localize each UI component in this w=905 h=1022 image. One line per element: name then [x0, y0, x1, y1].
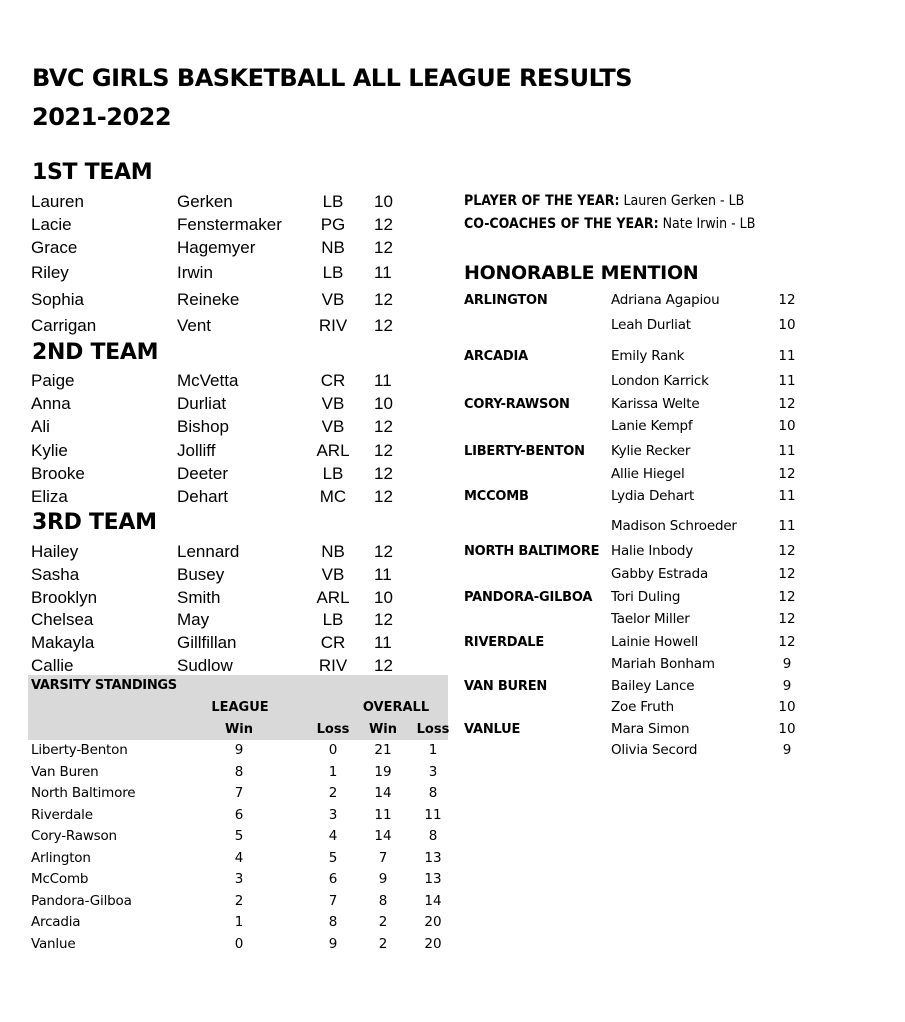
hm-school-label: VAN BUREN	[464, 679, 548, 694]
player-last-name: Fenstermaker	[177, 215, 282, 234]
player-grade: 12	[374, 656, 393, 675]
league-wins: 4	[234, 850, 244, 866]
hm-player-grade: 9	[782, 742, 792, 758]
overall-wins: 19	[374, 764, 392, 780]
honorable-mention-heading: HONORABLE MENTION	[464, 262, 699, 284]
league-wins: 8	[234, 764, 244, 780]
player-first-name: Lauren	[31, 192, 84, 211]
hm-player-grade: 9	[782, 656, 792, 672]
player-first-name: Kylie	[31, 441, 68, 460]
overall-header: OVERALL	[362, 700, 430, 715]
hm-player-grade: 11	[778, 373, 796, 389]
standings-title: VARSITY STANDINGS	[31, 678, 177, 693]
hm-player-grade: 10	[778, 317, 796, 333]
hm-player-row	[0, 656, 905, 674]
standings-team: North Baltimore	[31, 785, 136, 801]
player-last-name: Busey	[177, 565, 225, 584]
league-wins: 0	[234, 936, 244, 952]
page-title: BVC GIRLS BASKETBALL ALL LEAGUE RESULTS	[32, 64, 633, 92]
second-team-heading: 2ND TEAM	[32, 340, 159, 365]
hm-player-grade: 12	[778, 634, 796, 650]
player-grade: 10	[374, 192, 393, 211]
hm-player-row	[0, 589, 905, 607]
hm-player-row	[0, 634, 905, 652]
league-win-header: Win	[224, 722, 254, 737]
player-last-name: Jolliff	[177, 441, 216, 460]
overall-wins: 14	[374, 828, 392, 844]
overall-wins: 14	[374, 785, 392, 801]
league-losses: 9	[328, 936, 338, 952]
player-grade: 12	[374, 290, 393, 309]
player-last-name: Deeter	[177, 464, 229, 483]
hm-player-row	[0, 443, 905, 461]
player-school: RIV	[318, 656, 348, 675]
hm-player-name: Emily Rank	[611, 348, 685, 364]
hm-player-name: Olivia Secord	[611, 742, 698, 758]
hm-player-name: Bailey Lance	[611, 678, 695, 694]
league-header: LEAGUE	[211, 700, 269, 715]
player-grade: 12	[374, 464, 393, 483]
overall-losses: 8	[428, 785, 438, 801]
player-first-name: Brooklyn	[31, 588, 98, 607]
standings-team: Riverdale	[31, 807, 93, 823]
player-grade: 12	[374, 215, 393, 234]
standings-row	[0, 871, 460, 891]
hm-school-label: CORY-RAWSON	[464, 397, 570, 412]
league-wins: 3	[234, 871, 244, 887]
overall-wins: 7	[378, 850, 388, 866]
hm-player-row	[0, 543, 905, 561]
hm-school-label: ARCADIA	[464, 349, 528, 364]
hm-player-grade: 10	[778, 699, 796, 715]
league-wins: 6	[234, 807, 244, 823]
overall-losses: 3	[428, 764, 438, 780]
hm-player-grade: 12	[778, 396, 796, 412]
standings-team: Vanlue	[31, 936, 76, 952]
hm-player-name: Lydia Dehart	[611, 488, 695, 504]
league-losses: 1	[328, 764, 338, 780]
overall-wins: 2	[378, 936, 388, 952]
hm-player-row	[0, 488, 905, 506]
player-first-name: Brooke	[31, 464, 85, 483]
coy-value: Nate Irwin - LB	[662, 216, 756, 232]
player-first-name: Sasha	[31, 565, 80, 584]
player-last-name: Vent	[177, 316, 212, 335]
hm-player-name: Taelor Miller	[611, 611, 690, 627]
player-first-name: Carrigan	[31, 316, 97, 335]
player-school: PG	[320, 215, 346, 234]
league-losses: 2	[328, 785, 338, 801]
player-grade: 11	[374, 565, 392, 584]
league-losses: 4	[328, 828, 338, 844]
player-school: CR	[320, 371, 346, 390]
player-school: ARL	[316, 441, 350, 460]
hm-player-name: Zoe Fruth	[611, 699, 675, 715]
player-first-name: Callie	[31, 656, 74, 675]
player-grade: 12	[374, 441, 393, 460]
player-grade: 12	[374, 487, 393, 506]
overall-wins: 11	[374, 807, 392, 823]
player-last-name: Smith	[177, 588, 221, 607]
hm-player-name: Leah Durliat	[611, 317, 691, 333]
player-school: NB	[321, 238, 345, 257]
hm-player-grade: 12	[778, 543, 796, 559]
player-grade: 12	[374, 610, 393, 629]
standings-team: Arlington	[31, 850, 91, 866]
league-losses: 5	[328, 850, 338, 866]
standings-row	[0, 764, 460, 784]
hm-player-name: Halie Inbody	[611, 543, 694, 559]
hm-player-name: Lainie Howell	[611, 634, 699, 650]
overall-losses: 1	[428, 742, 438, 758]
overall-wins: 8	[378, 893, 388, 909]
first-team-heading: 1ST TEAM	[32, 160, 153, 185]
hm-player-row	[0, 396, 905, 414]
hm-player-row	[0, 611, 905, 629]
hm-player-name: Allie Hiegel	[611, 466, 685, 482]
standings-row	[0, 807, 460, 827]
player-last-name: Hagemyer	[177, 238, 256, 257]
league-losses: 8	[328, 914, 338, 930]
player-first-name: Eliza	[31, 487, 68, 506]
player-last-name: Irwin	[177, 263, 213, 282]
coy-label: CO-COACHES OF THE YEAR:	[464, 216, 659, 232]
hm-player-name: Gabby Estrada	[611, 566, 709, 582]
hm-player-grade: 12	[778, 292, 796, 308]
standings-row	[0, 936, 460, 956]
page-subtitle-season: 2021-2022	[32, 103, 172, 131]
hm-player-name: Mara Simon	[611, 721, 690, 737]
hm-school-label: MCCOMB	[464, 489, 529, 504]
league-wins: 9	[234, 742, 244, 758]
league-losses: 0	[328, 742, 338, 758]
hm-school-label: RIVERDALE	[464, 635, 545, 650]
hm-player-row	[0, 518, 905, 536]
player-first-name: Lacie	[31, 215, 72, 234]
hm-player-name: Karissa Welte	[611, 396, 700, 412]
hm-player-row	[0, 292, 905, 310]
hm-player-name: Lanie Kempf	[611, 418, 693, 434]
hm-player-name: Kylie Recker	[611, 443, 691, 459]
hm-player-row	[0, 566, 905, 584]
player-first-name: Makayla	[31, 633, 95, 652]
hm-school-label: NORTH BALTIMORE	[464, 544, 600, 559]
standings-team: Arcadia	[31, 914, 81, 930]
hm-player-grade: 11	[778, 488, 796, 504]
player-school: VB	[321, 565, 345, 584]
player-school: LB	[322, 263, 344, 282]
overall-loss-header: Loss	[416, 722, 450, 737]
poy-label: PLAYER OF THE YEAR:	[464, 193, 620, 209]
player-grade: 11	[374, 263, 392, 282]
player-school: ARL	[316, 588, 350, 607]
hm-school-label: LIBERTY-BENTON	[464, 444, 585, 459]
overall-losses: 8	[428, 828, 438, 844]
standings-row	[0, 828, 460, 848]
player-first-name: Hailey	[31, 542, 79, 561]
player-grade: 10	[374, 588, 393, 607]
hm-player-row	[0, 348, 905, 366]
player-school: LB	[322, 610, 344, 629]
overall-losses: 20	[424, 936, 442, 952]
player-grade: 10	[374, 394, 393, 413]
standings-row	[0, 914, 460, 934]
player-first-name: Chelsea	[31, 610, 94, 629]
hm-player-row	[0, 373, 905, 391]
player-school: RIV	[318, 316, 348, 335]
player-last-name: Reineke	[177, 290, 240, 309]
standings-team: Van Buren	[31, 764, 99, 780]
overall-losses: 13	[424, 871, 442, 887]
league-wins: 5	[234, 828, 244, 844]
hm-school-label: VANLUE	[464, 722, 521, 737]
hm-player-grade: 12	[778, 589, 796, 605]
player-last-name: Gerken	[177, 192, 233, 211]
league-losses: 6	[328, 871, 338, 887]
overall-losses: 11	[424, 807, 442, 823]
league-loss-header: Loss	[316, 722, 350, 737]
player-first-name: Grace	[31, 238, 78, 257]
overall-win-header: Win	[368, 722, 398, 737]
hm-player-grade: 11	[778, 518, 796, 534]
coaches-of-the-year	[464, 216, 755, 232]
overall-wins: 21	[374, 742, 392, 758]
hm-player-grade: 11	[778, 443, 796, 459]
poy-value: Lauren Gerken - LB	[623, 193, 745, 209]
standings-team: Cory-Rawson	[31, 828, 117, 844]
player-first-name: Ali	[31, 417, 50, 436]
player-last-name: McVetta	[177, 371, 239, 390]
player-last-name: Sudlow	[177, 656, 233, 675]
player-last-name: Bishop	[177, 417, 229, 436]
hm-player-grade: 10	[778, 418, 796, 434]
team-player-row	[0, 192, 450, 212]
hm-school-label: PANDORA-GILBOA	[464, 590, 593, 605]
hm-player-row	[0, 466, 905, 484]
player-grade: 11	[374, 633, 392, 652]
overall-losses: 13	[424, 850, 442, 866]
player-grade: 12	[374, 238, 393, 257]
hm-school-label: ARLINGTON	[464, 293, 548, 308]
hm-player-name: Adriana Agapiou	[611, 292, 720, 308]
player-school: CR	[320, 633, 346, 652]
league-losses: 7	[328, 893, 338, 909]
standings-row	[0, 893, 460, 913]
hm-player-name: London Karrick	[611, 373, 709, 389]
hm-player-name: Mariah Bonham	[611, 656, 715, 672]
standings-row	[0, 785, 460, 805]
team-player-row	[0, 263, 450, 283]
team-player-row	[0, 215, 450, 235]
player-grade: 12	[374, 316, 393, 335]
player-grade: 12	[374, 542, 393, 561]
hm-player-grade: 9	[782, 678, 792, 694]
player-last-name: Dehart	[177, 487, 229, 506]
player-first-name: Riley	[31, 263, 69, 282]
player-first-name: Paige	[31, 371, 75, 390]
player-school: LB	[322, 192, 344, 211]
league-wins: 2	[234, 893, 244, 909]
hm-player-row	[0, 317, 905, 335]
team-player-row	[0, 238, 450, 258]
hm-player-grade: 12	[778, 611, 796, 627]
player-of-the-year	[464, 193, 744, 209]
player-last-name: Gillfillan	[177, 633, 237, 652]
hm-player-grade: 12	[778, 566, 796, 582]
standings-team: Liberty-Benton	[31, 742, 128, 758]
league-losses: 3	[328, 807, 338, 823]
standings-row	[0, 742, 460, 762]
player-grade: 12	[374, 417, 393, 436]
player-first-name: Sophia	[31, 290, 84, 309]
player-school: MC	[319, 487, 347, 506]
player-school: VB	[321, 394, 345, 413]
hm-player-name: Madison Schroeder	[611, 518, 737, 534]
player-school: NB	[321, 542, 345, 561]
league-wins: 7	[234, 785, 244, 801]
player-school: VB	[321, 417, 345, 436]
player-grade: 11	[374, 371, 392, 390]
overall-losses: 14	[424, 893, 442, 909]
player-school: LB	[322, 464, 344, 483]
hm-player-grade: 10	[778, 721, 796, 737]
player-school: VB	[321, 290, 345, 309]
player-last-name: May	[177, 610, 210, 629]
hm-player-grade: 12	[778, 466, 796, 482]
player-last-name: Durliat	[177, 394, 227, 413]
standings-team: McComb	[31, 871, 89, 887]
overall-wins: 9	[378, 871, 388, 887]
standings-team: Pandora-Gilboa	[31, 893, 132, 909]
league-wins: 1	[234, 914, 244, 930]
third-team-heading: 3RD TEAM	[32, 510, 157, 535]
player-first-name: Anna	[31, 394, 71, 413]
hm-player-row	[0, 418, 905, 436]
hm-player-name: Tori Duling	[611, 589, 681, 605]
overall-losses: 20	[424, 914, 442, 930]
standings-row	[0, 850, 460, 870]
player-last-name: Lennard	[177, 542, 240, 561]
hm-player-grade: 11	[778, 348, 796, 364]
overall-wins: 2	[378, 914, 388, 930]
